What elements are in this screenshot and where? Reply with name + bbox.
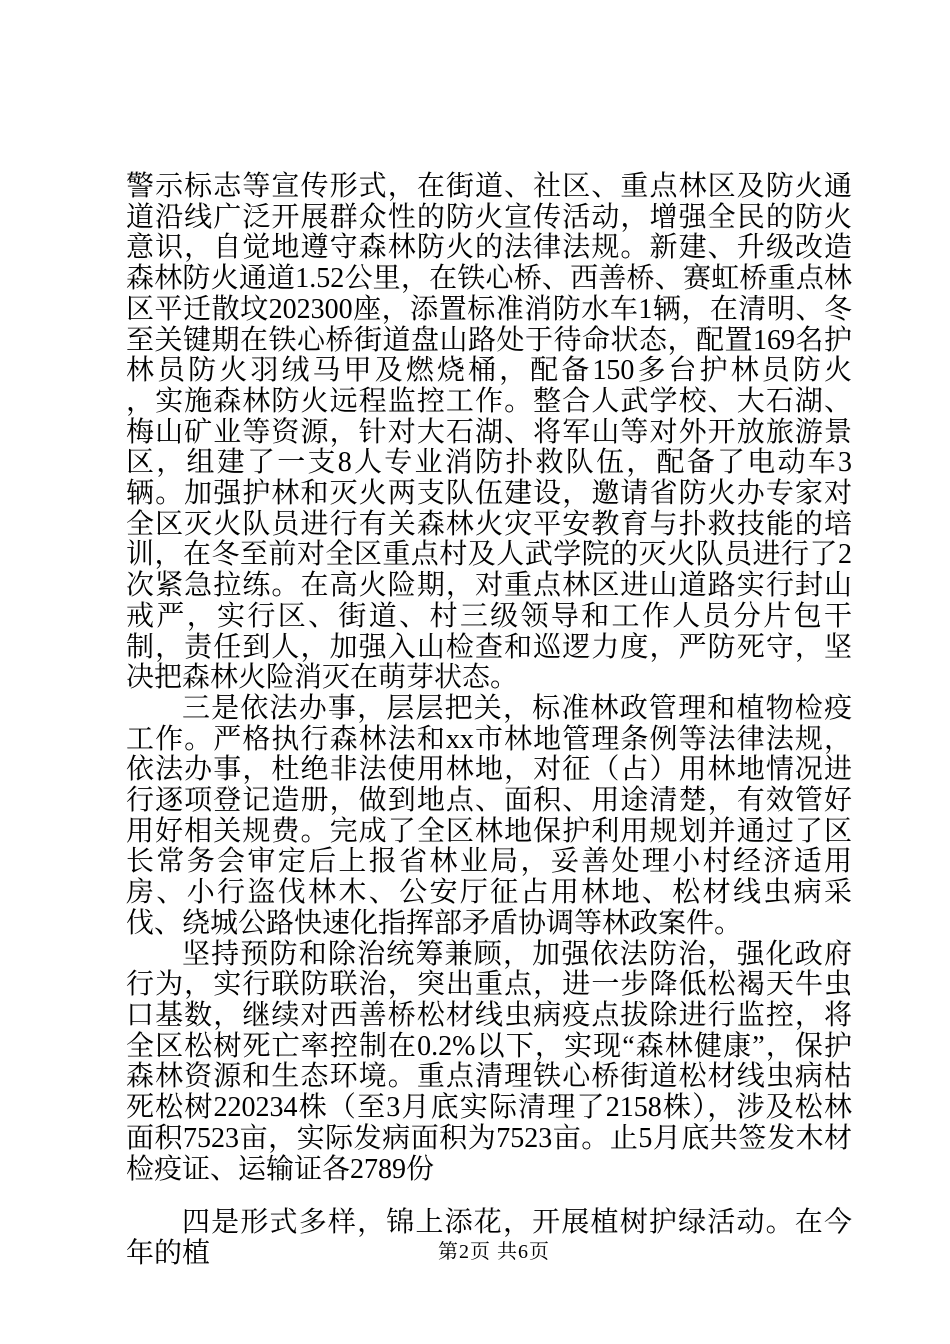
paragraph-3: 坚持预防和除治统筹兼顾，加强依法防治，强化政府行为，实行联防联治，突出重点，进一步降低松褐天牛虫口基数，继续对西善桥松材线虫病疫点拔除进行监控，将全区松树死亡率控制在0.2%以下，实现“森林健康”，保护森林资源和生态环境。重点清理铁心桥街道松材线虫病枯死松树220234株（至3月底实际清理了2158株），涉及松林面积7523亩，实际发病面积为7523亩。止5月底共签发木材检疫证、运输证各2789份 — [126, 938, 852, 1185]
document-body — [126, 171, 909, 1270]
page-number-footer: 第2页 共6页 — [438, 1241, 550, 1263]
paragraph-2: 三是依法办事，层层把关，标准林政管理和植物检疫工作。严格执行森林法和xx市林地管理条例等法律法规，依法办事，杜绝非法使用林地，对征（占）用林地情况进行逐项登记造册，做到地点、面积、用途清楚，有效管好用好相关规费。完成了全区林地保护利用规划并通过了区长常务会审定后上报省林业局，妥善处理小村经济适用房、小行盗伐林木、公安厅征占用林地、松材线虫病采伐、绕城公路快速化指挥部矛盾协调等林政案件。 — [126, 692, 852, 939]
paragraph-4: 四是形式多样，锦上添花，开展植树护绿活动。在今年的植 — [126, 1207, 852, 1269]
paragraph-1: 警示标志等宣传形式，在街道、社区、重点林区及防火通道沿线广泛开展群众性的防火宣传活动，增强全民的防火意识，自觉地遵守森林防火的法律法规。新建、升级改造森林防火通道1.52公里，在铁心桥、西善桥、赛虹桥重点林区平迁散坟202300座，添置标准消防水车1辆，在清明、冬至关键期在铁心桥街道盘山路处于待命状态，配置169名护林员防火羽绒马甲及燃烧桶，配备150多台护林员防火 ，实施森林防火远程监控工作。整合人武学校、大石湖、梅山矿业等资源，针对大石湖、将军山等对外开放旅游景区，组建了一支8人专业消防扑救队伍，配备了电动车3辆。加强护林和灭火两支队伍建设，邀请省防火办专家对全区灭火队员进行有关森林火灾平安教育与扑救技能的培训，在冬至前对全区重点村及人武学院的灭火队员进行了2次紧急拉练。在高火险期，对重点林区进山道路实行封山戒严，实行区、街道、村三级领导和工作人员分片包干制，责任到人，加强入山检查和巡逻力度，严防死守，坚决把森林火险消灭在萌芽状态。 — [126, 171, 909, 694]
